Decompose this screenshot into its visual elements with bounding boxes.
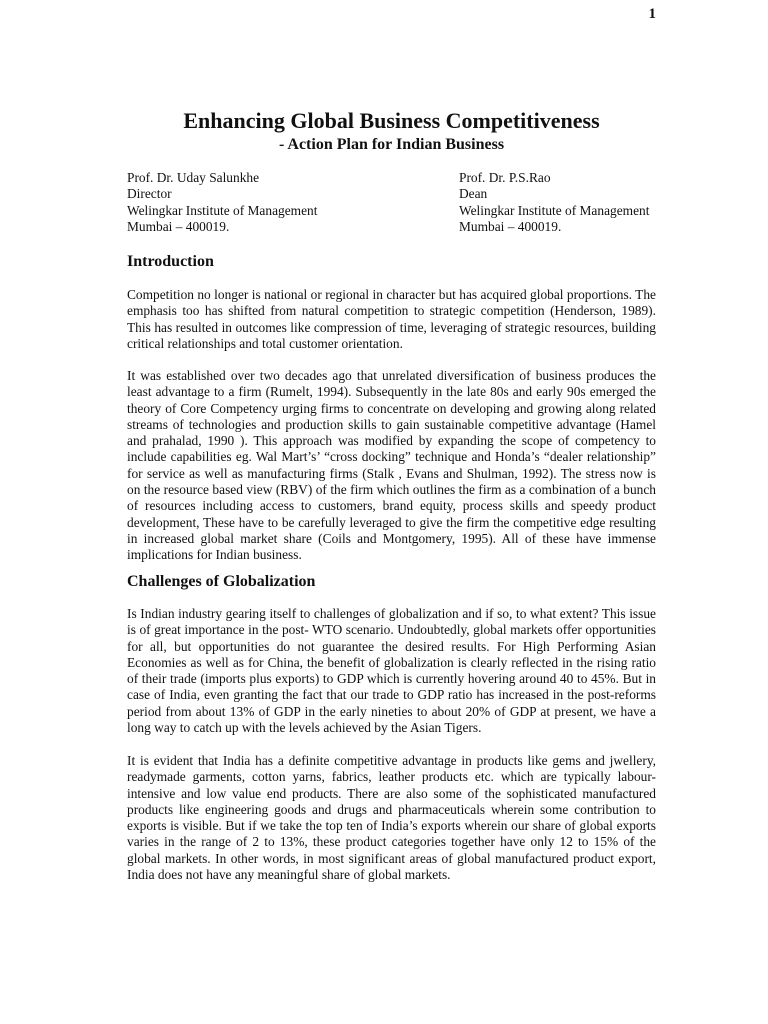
- document-title: Enhancing Global Business Competitiveness: [183, 108, 600, 133]
- paragraph: Is Indian industry gearing itself to challenges of globalization and if so, to what extent? This issue is of great importance in the post- WTO scenario. Undoubtedly, global markets offer opportunities for all, but opportunities do not guarantee the desired results. For High Performing Asian Economies as well as for China, the benefit of globalization is clearly reflected in the rising ratio of their trade (imports plus exports) to GDP which is currently hovering around 40 to 45%. But in case of India, even granting the fact that our trade to GDP ratio has increased in the post-reforms period from about 13% of GDP in the early nineties to about 20% of GDP at present, we have a long way to catch up with the levels achieved by the Asian Tigers.: [127, 606, 656, 736]
- paragraph: Competition no longer is national or regional in character but has acquired global proportions. The emphasis too has shifted from natural competition to strategic competition (Henderson, 1989). This has resulted in outcomes like compression of time, leveraging of strategic resources, building critical relationships and total customer orientation.: [127, 287, 656, 351]
- author-name: Prof. Dr. P.S.Rao: [459, 170, 551, 185]
- section-heading-introduction: Introduction: [127, 253, 214, 270]
- paragraph: It was established over two decades ago that unrelated diversification of business produces the least advantage to a firm (Rumelt, 1994). Subsequently in the late 80s and early 90s emerged the theory of Core Competency urging firms to concentrate on developing and growing along related streams of technologies and production skills to gain sustainable competitive advantage (Hamel and prahalad, 1990 ). This approach was modified by expanding the scope of competency to include capabilities eg. Wal Mart’s’ “cross docking” technique and Honda’s “dealer relationship” for service as well as manufacturing firms (Stalk , Evans and Shulman, 1992). The stress now is on the resource based view (RBV) of the firm which outlines the firm as a combination of a bunch of resources including access to customers, brand equity, process skills and speedy product development, These have to be carefully leveraged to give the firm the competitive edge resulting in increased global market share (Coils and Montgomery, 1995). All of these have immense implications for Indian business.: [127, 368, 656, 563]
- paragraph: It is evident that India has a definite competitive advantage in products like gems and jwellery, readymade garments, cotton yarns, fabrics, leather products etc. which are typically labour-intensive and low value end products. There are also some of the sophisticated manufactured products like engineering goods and drugs and pharmaceuticals wherein some contribution to exports is visible. But if we take the top ten of India’s exports wherein our share of global exports varies in the range of 2 to 13%, these product categories together have only 12 to 15% of the global markets. In other words, in most significant areas of global manufactured product export, India does not have any meaningful share of global markets.: [127, 753, 656, 883]
- author-address: Mumbai – 400019.: [459, 218, 562, 234]
- document-subtitle: - Action Plan for Indian Business: [278, 136, 505, 153]
- author-address: Mumbai – 400019.: [127, 218, 230, 234]
- author-2: [459, 170, 649, 235]
- author-institute: Welingkar Institute of Management: [459, 202, 650, 218]
- author-role: Dean: [459, 186, 488, 202]
- author-institute: Welingkar Institute of Management: [127, 202, 318, 218]
- section-heading-challenges: Challenges of Globalization: [127, 573, 316, 590]
- author-role: Director: [127, 186, 172, 202]
- author-1: [127, 170, 317, 235]
- page-number: 1: [648, 6, 656, 22]
- author-name: Prof. Dr. Uday Salunkhe: [127, 170, 260, 185]
